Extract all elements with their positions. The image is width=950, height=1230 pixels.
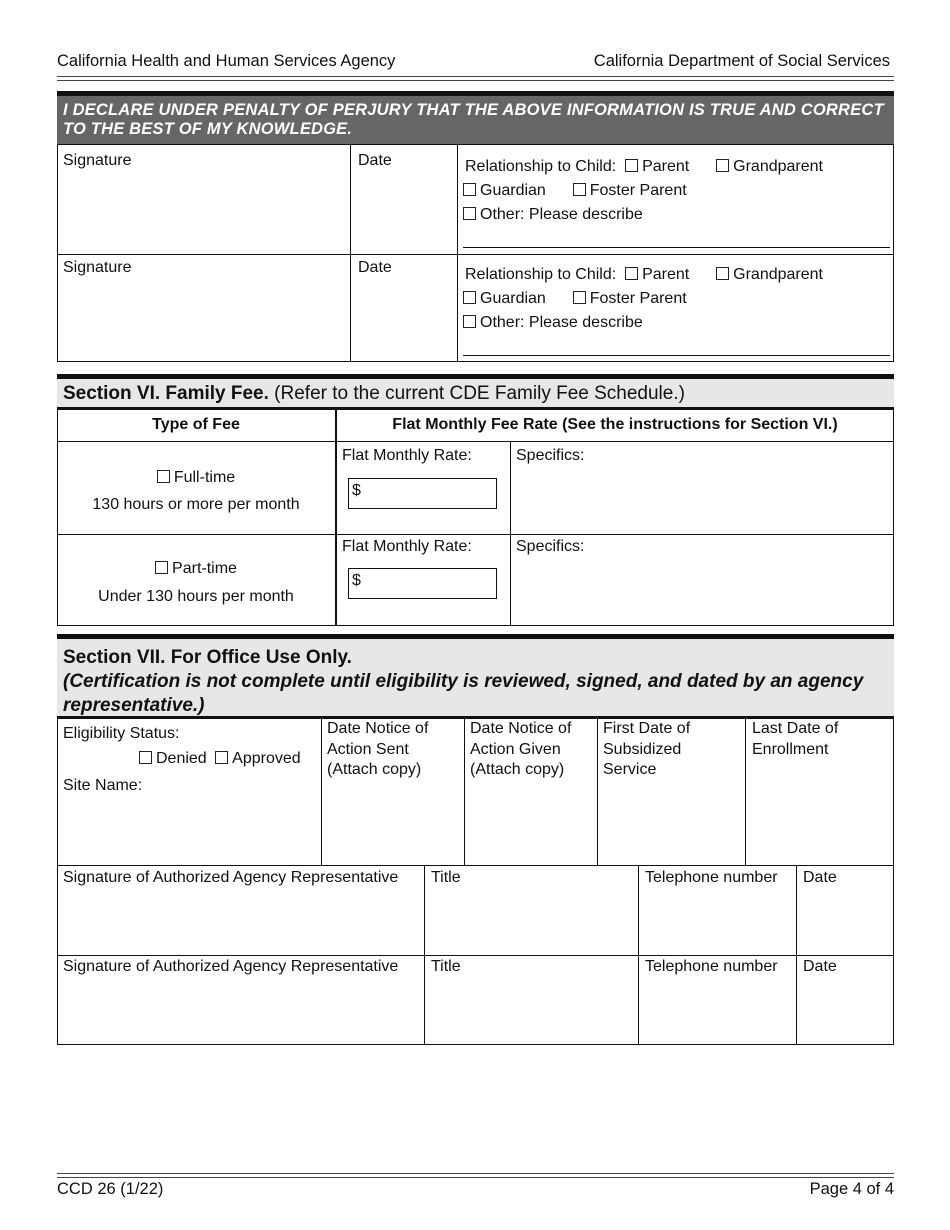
site-name-field[interactable]: Site Name: xyxy=(63,777,143,794)
last-date-line: Enrollment xyxy=(752,740,829,758)
rep-telephone-field[interactable]: Telephone number xyxy=(645,869,778,886)
row-divider xyxy=(57,955,894,956)
header-rule xyxy=(57,80,894,81)
other-option: Other: Please describe xyxy=(463,206,643,224)
notice-given-line: (Attach copy) xyxy=(470,761,565,778)
denied-checkbox[interactable] xyxy=(139,751,152,764)
col-divider xyxy=(510,441,511,626)
other-option: Other: Please describe xyxy=(463,314,643,332)
notice-given-field[interactable] xyxy=(470,719,571,781)
form-id: CCD 26 (1/22) xyxy=(57,1180,164,1198)
specifics-field[interactable]: Specifics: xyxy=(516,538,585,555)
other-describe-line[interactable] xyxy=(463,355,890,356)
rep-signature-field[interactable]: Signature of Authorized Agency Representative xyxy=(63,958,399,975)
foster-parent-checkbox[interactable] xyxy=(573,291,586,304)
header-rule xyxy=(57,76,894,77)
date-field[interactable]: Date xyxy=(358,259,392,276)
grandparent-checkbox[interactable] xyxy=(716,267,729,280)
eligibility-options: Denied Approved xyxy=(139,750,301,768)
col-divider xyxy=(464,716,465,865)
col-divider xyxy=(745,716,746,865)
other-checkbox[interactable] xyxy=(463,315,476,328)
flat-monthly-rate-label: Flat Monthly Rate: xyxy=(342,538,472,555)
other-checkbox[interactable] xyxy=(463,207,476,220)
footer-rule xyxy=(57,1177,894,1178)
parent-checkbox[interactable] xyxy=(625,159,638,172)
first-date-line: Service xyxy=(603,761,657,778)
rep-title-field[interactable]: Title xyxy=(431,958,461,975)
full-time-hours: 130 hours or more per month xyxy=(92,496,300,513)
approved-checkbox[interactable] xyxy=(215,751,228,764)
first-date-line: Subsidized xyxy=(603,740,682,758)
part-time-hours: Under 130 hours per month xyxy=(98,588,294,605)
flat-monthly-rate-label: Flat Monthly Rate: xyxy=(342,447,472,464)
signature-field[interactable]: Signature xyxy=(63,259,132,276)
last-date-field[interactable] xyxy=(752,719,838,760)
last-date-line: Last Date of xyxy=(752,720,839,737)
grandparent-checkbox[interactable] xyxy=(716,159,729,172)
relationship-label: Relationship to Child: Parent Grandparent xyxy=(465,158,823,175)
first-date-field[interactable] xyxy=(603,719,690,781)
eligibility-status-label: Eligibility Status: xyxy=(63,725,180,742)
first-date-line: First Date of xyxy=(603,720,691,737)
notice-given-line: Date Notice of xyxy=(470,720,572,737)
flat-monthly-rate-input[interactable]: $ xyxy=(348,478,497,509)
rep-title-field[interactable]: Title xyxy=(431,869,461,886)
footer-rule xyxy=(57,1173,894,1174)
relationship-label: Relationship to Child: Parent Grandparent xyxy=(465,266,823,283)
col-divider xyxy=(350,144,351,362)
specifics-field[interactable]: Specifics: xyxy=(516,447,585,464)
col-divider xyxy=(457,144,458,362)
parent-checkbox[interactable] xyxy=(625,267,638,280)
page-number: Page 4 of 4 xyxy=(809,1180,894,1198)
flat-rate-header: Flat Monthly Fee Rate (See the instructions for Section VI.) xyxy=(392,416,838,433)
col-divider xyxy=(335,407,337,626)
part-time-checkbox[interactable] xyxy=(155,561,168,574)
relationship-options: Guardian Foster Parent xyxy=(463,182,687,200)
notice-sent-field[interactable] xyxy=(327,719,428,781)
rep-date-field[interactable]: Date xyxy=(803,869,837,886)
flat-monthly-rate-input[interactable]: $ xyxy=(348,568,497,599)
department-name: California Department of Social Services xyxy=(593,52,890,70)
section-vii-header xyxy=(57,634,894,717)
section-vi-header xyxy=(57,374,894,408)
full-time-option: Full-time xyxy=(57,469,335,487)
notice-sent-line: Action Sent xyxy=(327,740,409,758)
rep-signature-field[interactable]: Signature of Authorized Agency Representative xyxy=(63,869,399,886)
notice-sent-line: (Attach copy) xyxy=(327,761,422,778)
type-of-fee-header: Type of Fee xyxy=(152,416,240,433)
col-divider xyxy=(796,865,797,1045)
full-time-checkbox[interactable] xyxy=(157,470,170,483)
col-divider xyxy=(321,716,322,865)
row-divider xyxy=(57,534,894,535)
notice-given-line: Action Given xyxy=(470,740,561,758)
part-time-option: Part-time xyxy=(57,560,335,578)
foster-parent-checkbox[interactable] xyxy=(573,183,586,196)
row-divider xyxy=(57,865,894,866)
section-vii-title: Section VII. For Office Use Only. xyxy=(63,647,352,668)
section-vi-title: Section VI. Family Fee. xyxy=(63,383,269,404)
rep-telephone-field[interactable]: Telephone number xyxy=(645,958,778,975)
date-field[interactable]: Date xyxy=(358,152,392,169)
signature-field[interactable]: Signature xyxy=(63,152,132,169)
rep-date-field[interactable]: Date xyxy=(803,958,837,975)
row-divider xyxy=(57,254,894,255)
col-divider xyxy=(638,865,639,1045)
col-divider xyxy=(424,865,425,1045)
other-describe-line[interactable] xyxy=(463,247,890,248)
notice-sent-line: Date Notice of xyxy=(327,720,429,737)
section-vi-subtitle: (Refer to the current CDE Family Fee Schedule.) xyxy=(268,383,685,404)
col-divider xyxy=(597,716,598,865)
section-vii-subtitle: (Certification is not complete until eligibility is reviewed, signed, and dated by an agency representative.) xyxy=(63,671,864,716)
guardian-checkbox[interactable] xyxy=(463,183,476,196)
perjury-declaration: I DECLARE UNDER PENALTY OF PERJURY THAT THE ABOVE INFORMATION IS TRUE AND CORRECT TO THE BEST OF MY KNOWLEDGE. xyxy=(57,91,894,144)
agency-name: California Health and Human Services Agency xyxy=(57,52,396,70)
relationship-options: Guardian Foster Parent xyxy=(463,290,687,308)
row-divider xyxy=(57,441,894,442)
guardian-checkbox[interactable] xyxy=(463,291,476,304)
